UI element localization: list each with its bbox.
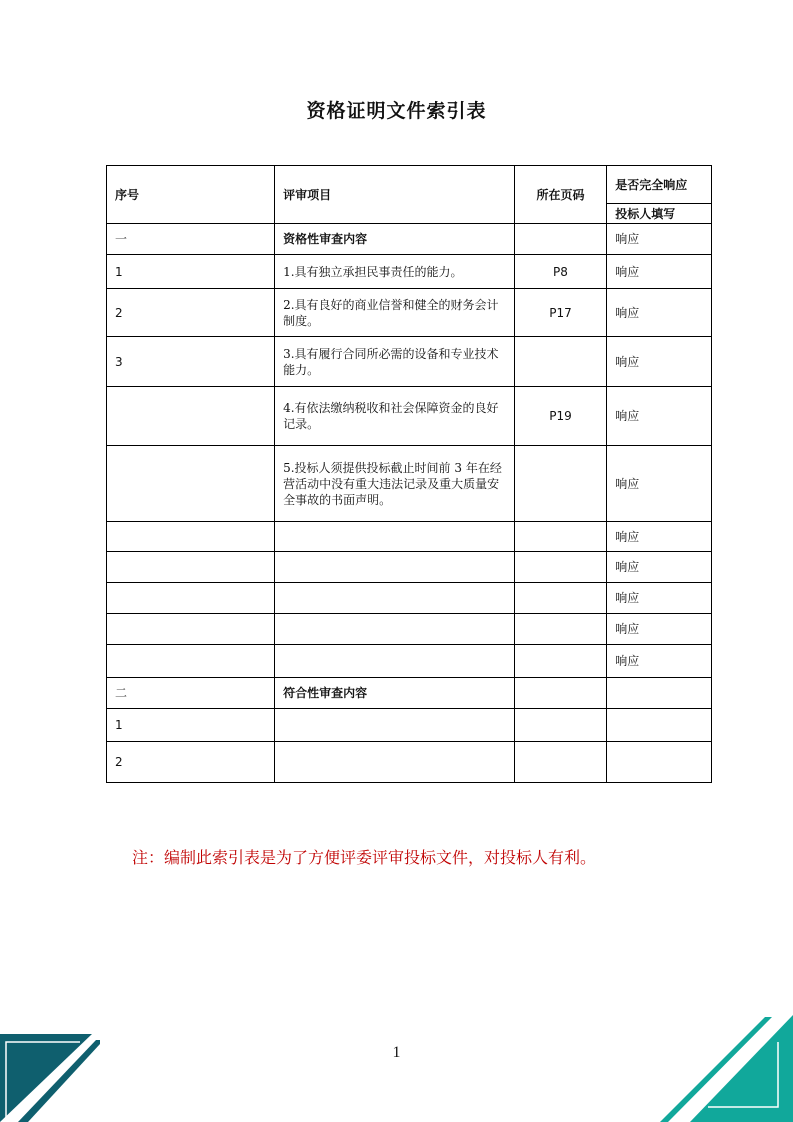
table-row [107,709,712,742]
section-row [107,224,712,255]
row-item [275,583,515,614]
row-page [514,709,607,742]
section-page [514,678,607,709]
row-response: 响应 [607,446,712,522]
row-item: 3.具有履行合同所必需的设备和专业技术能力。 [275,337,515,387]
row-no [107,387,275,446]
row-item: 4.有依法缴纳税收和社会保障资金的良好记录。 [275,387,515,446]
row-page [514,742,607,783]
section-index: 一 [107,224,275,255]
row-no: 2 [107,289,275,337]
row-item [275,645,515,678]
header-no: 序号 [107,166,275,224]
row-item [275,709,515,742]
corner-decoration-right [660,1015,793,1122]
table-row [107,583,712,614]
table-header-row [107,166,712,204]
corner-decoration-left [0,1030,100,1122]
section-index: 二 [107,678,275,709]
row-page [514,583,607,614]
row-response: 响应 [607,583,712,614]
row-no [107,583,275,614]
index-table [106,165,712,783]
page-number: 1 [392,1044,401,1061]
row-item: 1.具有独立承担民事责任的能力。 [275,255,515,289]
row-response: 响应 [607,289,712,337]
row-page [514,446,607,522]
row-no [107,446,275,522]
row-response: 响应 [607,522,712,552]
table-row [107,614,712,645]
row-item [275,552,515,583]
table-row [107,387,712,446]
section-response: 响应 [607,224,712,255]
corner-triangle-dark [0,1034,92,1122]
row-no [107,645,275,678]
table-row [107,742,712,783]
section-heading: 符合性审查内容 [275,678,515,709]
row-item [275,614,515,645]
row-page [514,337,607,387]
table-row [107,552,712,583]
section-page [514,224,607,255]
row-no: 3 [107,337,275,387]
table-row [107,337,712,387]
header-response: 是否完全响应 [607,166,712,204]
row-response [607,742,712,783]
row-page: P17 [514,289,607,337]
section-row [107,678,712,709]
header-page: 所在页码 [514,166,607,224]
row-response [607,709,712,742]
row-page [514,552,607,583]
row-response: 响应 [607,614,712,645]
section-heading: 资格性审查内容 [275,224,515,255]
row-page: P19 [514,387,607,446]
row-page [514,614,607,645]
header-item: 评审项目 [275,166,515,224]
row-item [275,522,515,552]
footnote: 注：编制此索引表是为了方便评委评审投标文件，对投标人有利。 [132,848,597,867]
row-no: 1 [107,709,275,742]
table-row [107,255,712,289]
row-item [275,742,515,783]
row-item: 5.投标人须提供投标截止时间前 3 年在经营活动中没有重大违法记录及重大质量安全事故的书面声明。 [275,446,515,522]
row-no [107,522,275,552]
row-no: 1 [107,255,275,289]
table-row [107,446,712,522]
row-page [514,522,607,552]
row-no [107,614,275,645]
row-response: 响应 [607,337,712,387]
row-no [107,552,275,583]
row-page [514,645,607,678]
table-row [107,645,712,678]
row-response: 响应 [607,255,712,289]
row-item: 2.具有良好的商业信誉和健全的财务会计制度。 [275,289,515,337]
row-response: 响应 [607,645,712,678]
table-row [107,289,712,337]
row-response: 响应 [607,552,712,583]
section-response [607,678,712,709]
page-title: 资格证明文件索引表 [306,100,487,122]
row-no: 2 [107,742,275,783]
row-response: 响应 [607,387,712,446]
header-filled-by: 投标人填写 [607,204,712,224]
row-page: P8 [514,255,607,289]
table-row [107,522,712,552]
